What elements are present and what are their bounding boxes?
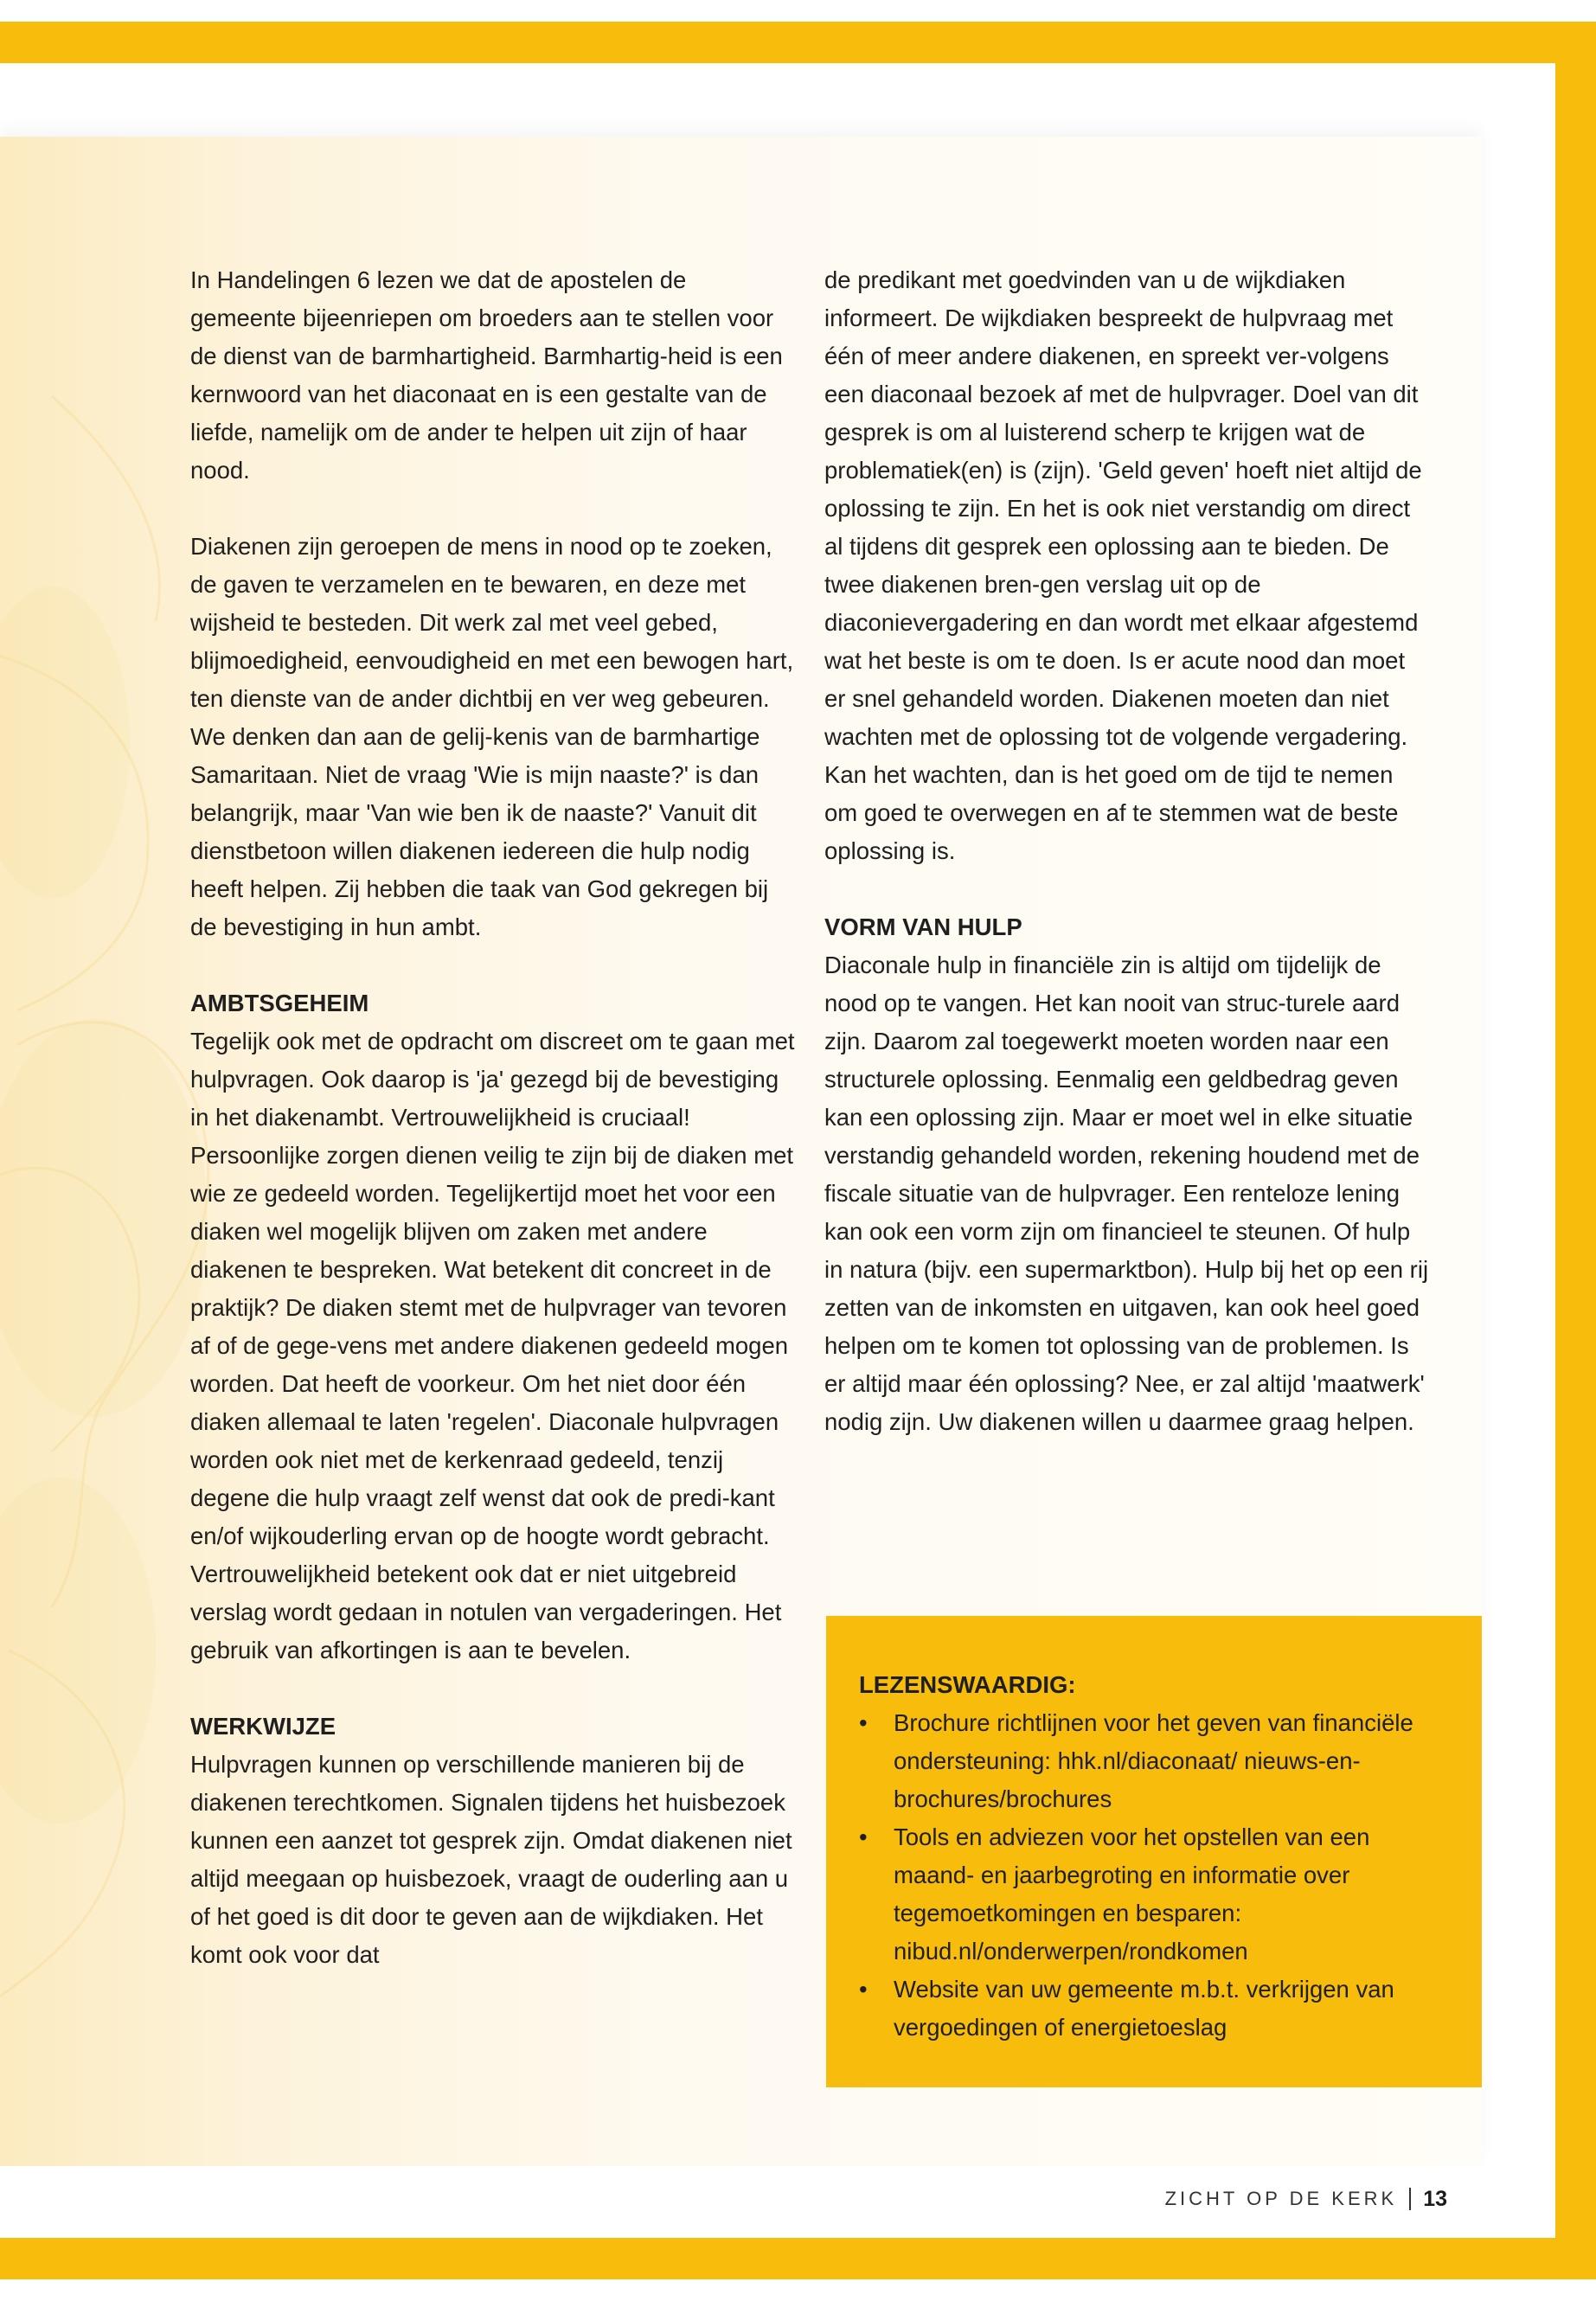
reading-tips-box	[826, 1616, 1482, 2087]
bullet-icon: •	[859, 1976, 868, 2003]
page-number: 13	[1423, 2186, 1447, 2211]
frame-right-bar	[1555, 22, 1596, 2279]
reading-tip-text: Tools en adviezen voor het opstellen van een maand- en jaarbegroting en informatie over tegemoetkomingen en besparen: nibud.nl/onderwerpen/rondkomen	[894, 1823, 1370, 1965]
bullet-icon: •	[859, 1709, 868, 1736]
heading-vorm-van-hulp: VORM VAN HULP	[824, 913, 1022, 940]
frame-bottom-bar	[0, 2238, 1596, 2279]
heading-werkwijze: WERKWIJZE	[190, 1713, 337, 1740]
intro-paragraph: In Handelingen 6 lezen we dat de apostelen de gemeente bijeenriepen om broeders aan te stellen voor de dienst van de barmhartigheid. Barmhartig-heid is een kernwoord van het diaconaat en is een gestalte van de liefde, namelijk om de ander te helpen uit zijn of haar nood.	[190, 266, 783, 484]
heading-ambtsgeheim: AMBTSGEHEIM	[190, 990, 369, 1016]
right-column	[824, 261, 1430, 1441]
page-footer	[1165, 2182, 1447, 2216]
reading-tip-item	[859, 1818, 1456, 1971]
ambtsgeheim-paragraph: Tegelijk ook met de opdracht om discreet om te gaan met hulpvragen. Ook daarop is 'ja' gezegd bij de bevestiging in het diakenambt. Vertrouwelijkheid is cruciaal! Persoonlijke zorgen dienen veilig te zijn bij de diaken met wie ze gedeeld worden. Tegelijkertijd moet het voor een diaken wel mogelijk blijven om zaken met andere diakenen te bespreken. Wat betekent dit concreet in de praktijk? De diaken stemt met de hulpvrager van tevoren af of de gege-vens met andere diakenen gedeeld mogen worden. Dat heeft de voorkeur. Om het niet door één diaken allemaal te laten 'regelen'. Diaconale hulpvragen worden ook niet met de kerkenraad gedeeld, tenzij degene die hulp vraagt zelf wenst dat ook de predi-kant en/of wijkouderling ervan op de hoogte wordt gebracht. Vertrouwelijkheid betekent ook dat er niet uitgebreid verslag wordt gedaan in notulen van vergaderingen. Het gebruik van afkortingen is aan te bevelen.	[190, 1028, 795, 1663]
footer-divider	[1409, 2188, 1411, 2210]
werkwijze-continued-paragraph: de predikant met goedvinden van u de wijkdiaken informeert. De wijkdiaken bespreekt de hulpvraag met één of meer andere diakenen, en spreekt ver-volgens een diaconaal bezoek af met de hulpvrager. Doel van dit gesprek is om al luisterend scherp te krijgen wat de problematiek(en) is (zijn). 'Geld geven' hoeft niet altijd de oplossing te zijn. En het is ook niet verstandig om direct al tijdens dit gesprek een oplossing aan te bieden. De twee diakenen bren-gen verslag uit op de diaconievergadering en dan wordt met elkaar afgestemd wat het beste is om te doen. Is er acute nood dan moet er snel gehandeld worden. Diakenen moeten dan niet wachten met de oplossing tot de volgende vergadering. Kan het wachten, dan is het goed om de tijd te nemen om goed te overwegen en af te stemmen wat de beste oplossing is.	[824, 266, 1422, 864]
reading-tip-item	[859, 1704, 1456, 1818]
reading-tips-list	[859, 1704, 1456, 2047]
frame-top-bar	[0, 22, 1555, 63]
magazine-name: ZICHT OP DE KERK	[1164, 2188, 1398, 2209]
reading-tip-item	[859, 1971, 1456, 2047]
bullet-icon: •	[859, 1823, 868, 1850]
vorm-van-hulp-paragraph: Diaconale hulp in financiële zin is altijd om tijdelijk de nood op te vangen. Het kan nooit van struc-turele aard zijn. Daarom zal toegewerkt moeten worden naar een structurele oplossing. Eenmalig een geldbedrag geven kan een oplossing zijn. Maar er moet wel in elke situatie verstandig gehandeld worden, rekening houdend met de fiscale situatie van de hulpvrager. Een renteloze lening kan ook een vorm zijn om financieel te steunen. Of hulp in natura (bijv. een supermarktbon). Hulp bij het op een rij zetten van de inkomsten en uitgaven, kan ook heel goed helpen om te komen tot oplossing van de problemen. Is er altijd maar één oplossing? Nee, er zal altijd 'maatwerk' nodig zijn. Uw diakenen willen u daarmee graag helpen.	[824, 952, 1429, 1435]
left-column	[190, 261, 796, 1974]
diakenen-paragraph: Diakenen zijn geroepen de mens in nood op te zoeken, de gaven te verzamelen en te bewaren, en deze met wijsheid te besteden. Dit werk zal met veel gebed, blijmoedigheid, eenvoudigheid en met een bewogen hart, ten dienste van de ander dichtbij en ver weg gebeuren. We denken dan aan de gelij-kenis van de barmhartige Samaritaan. Niet de vraag 'Wie is mijn naaste?' is dan belangrijk, maar 'Van wie ben ik de naaste?' Vanuit dit dienstbetoon willen diakenen iedereen die hulp nodig heeft helpen. Zij hebben die taak van God gekregen bij de bevestiging in hun ambt.	[190, 533, 794, 940]
reading-tip-text: Brochure richtlijnen voor het geven van financiële ondersteuning: hhk.nl/diaconaat/ nieuws-en-brochures/brochures	[894, 1709, 1413, 1812]
reading-tips-title: LEZENSWAARDIG:	[859, 1671, 1076, 1698]
werkwijze-paragraph: Hulpvragen kunnen op verschillende manieren bij de diakenen terechtkomen. Signalen tijdens het huisbezoek kunnen een aanzet tot gesprek zijn. Omdat diakenen niet altijd meegaan op huisbezoek, vraagt de ouderling aan u of het goed is dit door te geven aan de wijkdiaken. Het komt ook voor dat	[190, 1751, 792, 1968]
reading-tip-text: Website van uw gemeente m.b.t. verkrijgen van vergoedingen of energietoeslag	[894, 1976, 1394, 2041]
